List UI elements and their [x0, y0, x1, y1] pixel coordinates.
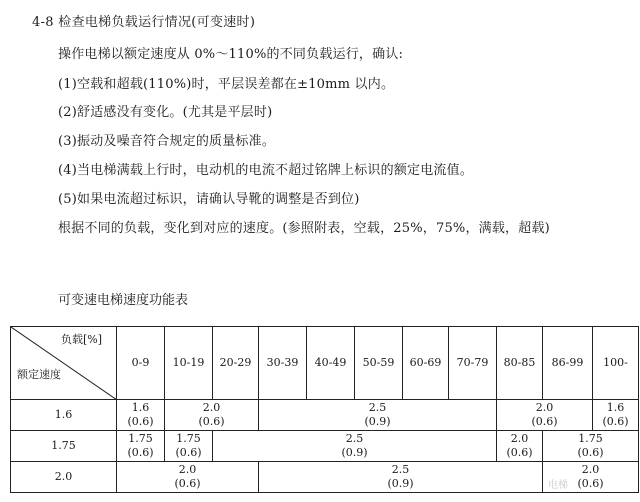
speed-value-cell: 1.75 (0.6) [117, 431, 165, 462]
check-item-2: (2)舒适感没有变化。(尤其是平层时) [58, 105, 273, 120]
table-title: 可变速电梯速度功能表 [58, 293, 189, 308]
speed-value-cell: 2.5 (0.9) [259, 462, 543, 493]
intro-text: 操作电梯以额定速度从 0%～110%的不同负载运行，确认: [58, 47, 404, 62]
speed-header-label: 额定速度 [17, 368, 61, 381]
table-row [11, 431, 639, 462]
diagonal-header-cell [11, 327, 117, 400]
rated-speed-cell: 1.75 [11, 431, 117, 462]
speed-value-cell: 2.5 (0.9) [213, 431, 497, 462]
section-heading: 4-8 检查电梯负载运行情况(可变速时) [32, 15, 256, 30]
speed-value-cell: 2.0 (0.6) [543, 462, 639, 493]
load-range-header: 30-39 [259, 327, 307, 400]
check-item-1: (1)空载和超载(110%)时，平层误差都在±10mm 以内。 [58, 77, 395, 92]
load-range-header: 100- [593, 327, 639, 400]
table-header-row [11, 327, 639, 400]
speed-value-cell: 1.6 (0.6) [117, 400, 165, 431]
watermark: 电梯 [548, 480, 568, 491]
speed-value-cell: 2.0 (0.6) [117, 462, 259, 493]
check-item-5: (5)如果电流超过标识，请确认导靴的调整是否到位) [58, 192, 360, 207]
load-range-header: 50-59 [355, 327, 403, 400]
table-row [11, 462, 639, 493]
speed-value-cell: 1.6 (0.6) [593, 400, 639, 431]
load-range-header: 80-85 [497, 327, 543, 400]
load-range-header: 86-99 [543, 327, 593, 400]
load-range-header: 40-49 [307, 327, 355, 400]
load-range-header: 20-29 [213, 327, 259, 400]
rated-speed-cell: 2.0 [11, 462, 117, 493]
check-item-3: (3)振动及噪音符合规定的质量标准。 [58, 134, 276, 149]
closing-text: 根据不同的负载，变化到对应的速度。(参照附表，空载，25%，75%，满载，超载) [58, 221, 550, 236]
check-item-4: (4)当电梯满载上行时，电动机的电流不超过铭牌上标识的额定电流值。 [58, 163, 474, 178]
speed-value-cell: 1.75 (0.6) [543, 431, 639, 462]
load-header-label: 负载[%] [60, 333, 102, 346]
speed-value-cell: 2.0 (0.6) [165, 400, 259, 431]
rated-speed-cell: 1.6 [11, 400, 117, 431]
speed-value-cell: 2.0 (0.6) [497, 400, 593, 431]
speed-value-cell: 2.5 (0.9) [259, 400, 497, 431]
speed-value-cell: 1.75 (0.6) [165, 431, 213, 462]
load-range-header: 0-9 [117, 327, 165, 400]
load-range-header: 70-79 [449, 327, 497, 400]
speed-value-cell: 2.0 (0.6) [497, 431, 543, 462]
speed-function-table [10, 326, 639, 493]
table-row [11, 400, 639, 431]
load-range-header: 60-69 [403, 327, 449, 400]
load-range-header: 10-19 [165, 327, 213, 400]
